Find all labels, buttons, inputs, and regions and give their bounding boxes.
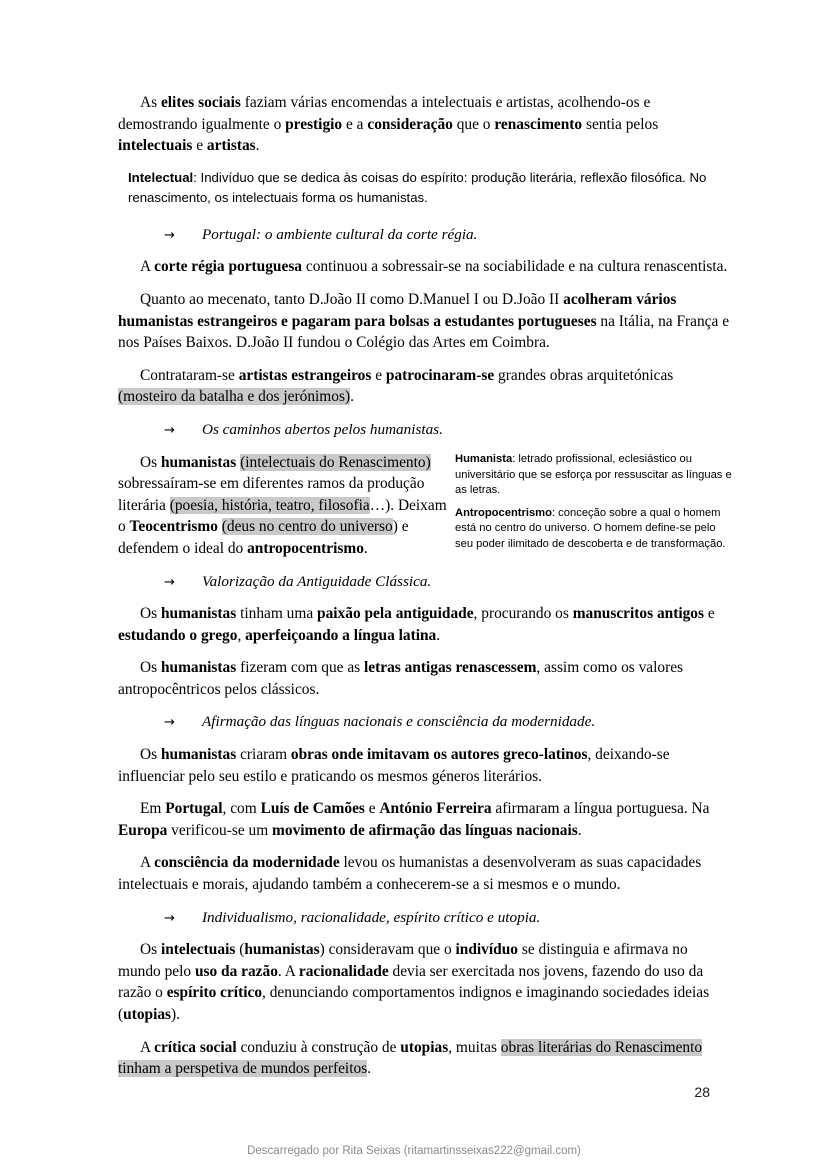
bold-run: humanistas bbox=[160, 453, 237, 471]
paragraph-camoes-ferreira bbox=[118, 798, 730, 841]
text-run: e bbox=[703, 605, 715, 623]
paragraph-letras-antigas bbox=[118, 657, 730, 700]
bold-run: prestigio bbox=[285, 115, 343, 133]
text-run: levou os humanistas a desenvolveram as suas capacidades intelectuais e morais, ajudando também a conhecerem-se a si mesmos e o mundo. bbox=[118, 854, 702, 894]
text-run: conduziu à construção de bbox=[236, 1038, 401, 1056]
bold-run: letras antigas renascessem bbox=[364, 659, 537, 677]
paragraph-artistas-estrangeiros bbox=[118, 365, 730, 408]
text-run: sobressaíram-se em diferentes ramos da produção literária bbox=[118, 475, 425, 514]
bold-run: antropocentrismo bbox=[247, 539, 364, 557]
paragraph-elites-sociais bbox=[118, 92, 730, 157]
bold-run: paixão pela antiguidade bbox=[317, 605, 474, 623]
document-body bbox=[118, 92, 730, 1091]
side-note-text: : letrado profissional, eclesiástico ou universitário que se esforça por ressuscitar as línguas e as letras. bbox=[455, 453, 732, 496]
bold-run: aperfeiçoando a língua latina bbox=[245, 626, 437, 644]
text-run: Os bbox=[140, 746, 161, 764]
text-run: criaram bbox=[236, 746, 291, 764]
bold-run: obras onde imitavam os autores greco-latinos bbox=[290, 746, 588, 764]
text-run: Em bbox=[140, 800, 166, 818]
bold-run: Luís de Camões bbox=[260, 800, 365, 818]
arrow-icon: → bbox=[164, 574, 175, 590]
arrow-icon: → bbox=[164, 422, 175, 438]
bold-run: patrocinaram-se bbox=[385, 366, 495, 384]
text-run: . bbox=[367, 1060, 372, 1078]
bold-run: indivíduo bbox=[455, 941, 518, 959]
text-run: Os bbox=[140, 453, 161, 471]
subheading-label: Os caminhos abertos pelos humanistas. bbox=[202, 420, 443, 438]
subheading-label: Afirmação das línguas nacionais e consciência da modernidade. bbox=[202, 713, 596, 731]
page-number: 28 bbox=[694, 1084, 710, 1100]
bold-run: elites sociais bbox=[160, 94, 241, 111]
text-run: A bbox=[140, 1038, 155, 1056]
text-run: devia ser exercitada nos jovens, fazendo do uso da razão o bbox=[118, 962, 704, 1002]
bold-run: manuscritos antigos bbox=[572, 605, 704, 623]
arrow-icon: → bbox=[164, 910, 175, 926]
text-run: A bbox=[140, 258, 155, 276]
text-run: sentia pelos bbox=[582, 115, 659, 133]
text-run: e a bbox=[342, 115, 368, 133]
text-run: , muitas bbox=[448, 1038, 501, 1056]
paragraph-paixao-antiguidade bbox=[118, 603, 730, 646]
bold-run: espírito crítico bbox=[166, 984, 263, 1002]
bold-run: racionalidade bbox=[298, 962, 389, 980]
text-run: ) consideravam que o bbox=[319, 941, 456, 959]
bold-run: crítica social bbox=[154, 1038, 237, 1056]
text-run: Os bbox=[140, 659, 161, 677]
text-run: Os bbox=[140, 605, 161, 623]
subheading-caminhos-abertos bbox=[118, 419, 730, 441]
paragraph-obras-greco-latinos bbox=[118, 744, 730, 787]
text-run: . A bbox=[277, 962, 299, 980]
text-run: ( bbox=[235, 941, 245, 959]
text-run: As bbox=[140, 94, 161, 111]
bold-run: consideração bbox=[367, 115, 453, 133]
text-run: , deixando-se influenciar pelo seu estilo e praticando os mesmos géneros literários. bbox=[118, 746, 670, 785]
text-run: tinham uma bbox=[236, 605, 318, 623]
side-note-text: : conceção sobre a qual o homem está no centro do universo. O homem define-se pelo seu poder ilimitado de descoberta e de transformação. bbox=[455, 506, 726, 550]
bold-run: Europa bbox=[118, 821, 168, 839]
bold-run: acolheram vários humanistas estrangeiros e pagaram para bolsas a estudantes portugueses bbox=[118, 290, 677, 330]
bold-run: intelectuais bbox=[160, 941, 236, 959]
side-note-humanista bbox=[455, 452, 733, 499]
highlighted-run: (deus no centro do universo bbox=[221, 518, 393, 536]
text-run: e bbox=[371, 366, 386, 384]
side-note-antropocentrismo bbox=[455, 506, 733, 553]
text-run: fizeram com que as bbox=[236, 659, 365, 677]
text-run: , denunciando comportamentos indignos e imaginando sociedades ideias ( bbox=[118, 984, 710, 1023]
bold-run: artistas estrangeiros bbox=[238, 366, 372, 384]
bold-run: utopias bbox=[123, 1006, 172, 1023]
bold-run: renascimento bbox=[494, 115, 583, 133]
subheading-label: Valorização da Antiguidade Clássica. bbox=[202, 572, 432, 590]
subheading-portugal-ambiente-cultural bbox=[118, 224, 730, 246]
text-run: , assim como os valores antropocêntricos pelos clássicos. bbox=[118, 659, 684, 698]
text-run: faziam várias encomendas a intelectuais e artistas, acolhendo-os e demostrando igualmente o bbox=[118, 94, 651, 133]
text-run: e bbox=[364, 800, 380, 818]
subheading-individualismo bbox=[118, 907, 730, 929]
text-run: Os bbox=[140, 941, 161, 959]
bold-run: corte régia portuguesa bbox=[154, 258, 303, 276]
text-run: A bbox=[140, 854, 155, 872]
bold-run: humanistas bbox=[160, 659, 237, 677]
bold-run: Portugal bbox=[165, 800, 223, 818]
bold-run: utopias bbox=[400, 1038, 449, 1056]
text-run: ). bbox=[171, 1006, 181, 1023]
paragraph-mecenato bbox=[118, 289, 730, 354]
text-run: , procurando os bbox=[473, 605, 573, 623]
text-run: verificou-se um bbox=[167, 821, 273, 839]
subheading-valorizacao-antiguidade bbox=[118, 571, 730, 593]
side-notes-panel bbox=[455, 452, 733, 559]
subheading-afirmacao-linguas bbox=[118, 711, 730, 733]
highlighted-run: obras literárias do Renascimento tinham a perspetiva de mundos perfeitos bbox=[118, 1038, 703, 1078]
subheading-label: Individualismo, racionalidade, espírito crítico e utopia. bbox=[202, 908, 541, 926]
bold-run: humanistas bbox=[160, 746, 237, 764]
text-run: , bbox=[237, 626, 246, 644]
text-run: . bbox=[436, 626, 441, 644]
definition-note-intelectual bbox=[118, 168, 708, 208]
text-run: Contrataram-se bbox=[140, 366, 239, 384]
paragraph-consciencia-modernidade bbox=[118, 852, 730, 895]
text-run: que o bbox=[452, 115, 495, 133]
paragraph-humanistas-teocentrismo bbox=[118, 452, 448, 560]
text-run: na Itália, na França e nos Países Baixos. D.João II fundou o Colégio das Artes em Coimbra. bbox=[118, 312, 730, 352]
bold-run: António Ferreira bbox=[379, 800, 492, 818]
arrow-icon: → bbox=[164, 227, 175, 243]
text-run: , com bbox=[222, 800, 261, 818]
bold-run: estudando o grego bbox=[118, 626, 238, 644]
bold-run: consciência da modernidade bbox=[154, 854, 340, 872]
text-run: . bbox=[255, 137, 260, 155]
side-note-term: Antropocentrismo bbox=[455, 506, 552, 519]
text-run: . bbox=[363, 539, 368, 557]
bold-run: intelectuais bbox=[118, 137, 193, 155]
highlighted-run: (poesia, história, teatro, filosofia bbox=[169, 496, 370, 514]
paragraph-corte-regia bbox=[118, 256, 730, 278]
text-run: afirmaram a língua portuguesa. Na bbox=[491, 800, 710, 818]
bold-run: humanistas bbox=[244, 941, 320, 959]
bold-run: uso da razão bbox=[194, 962, 278, 980]
text-run: Quanto ao mecenato, tanto D.João II como D.Manuel I ou D.João II bbox=[140, 290, 564, 308]
definition-term: Intelectual bbox=[128, 169, 194, 185]
bold-run: artistas bbox=[206, 137, 256, 155]
text-run: e bbox=[192, 137, 207, 155]
text-run: . bbox=[350, 388, 354, 406]
highlighted-run: (mosteiro da batalha e dos jerónimos) bbox=[118, 388, 351, 406]
bold-run: movimento de afirmação das línguas nacionais bbox=[272, 821, 578, 839]
text-run: . bbox=[577, 821, 582, 839]
download-footer: Descarregado por Rita Seixas (ritamartinsseixas222@gmail.com) bbox=[247, 1145, 581, 1157]
subheading-label: Portugal: o ambiente cultural da corte régia. bbox=[202, 225, 478, 243]
bold-run: humanistas bbox=[160, 605, 237, 623]
highlighted-run: (intelectuais do Renascimento) bbox=[240, 453, 431, 471]
side-note-term: Humanista bbox=[455, 453, 513, 465]
text-run: grandes obras arquitetónicas bbox=[494, 366, 674, 384]
text-run: continuou a sobressair-se na sociabilidade e na cultura renascentista. bbox=[302, 258, 728, 276]
paragraph-individuo-razao bbox=[118, 939, 730, 1025]
text-run: …). Deixam o bbox=[118, 496, 447, 536]
text-run: se distinguia e afirmava no mundo pelo bbox=[118, 941, 688, 980]
definition-text: : Indivíduo que se dedica às coisas do espírito: produção literária, reflexão filosófica. No renascimento, os intelectuais forma os humanistas. bbox=[128, 169, 707, 205]
bold-run: Teocentrismo bbox=[129, 518, 218, 536]
text-run: ) e defendem o ideal do bbox=[118, 518, 409, 557]
arrow-icon: → bbox=[164, 715, 175, 731]
paragraph-critica-social-utopias bbox=[118, 1037, 730, 1080]
